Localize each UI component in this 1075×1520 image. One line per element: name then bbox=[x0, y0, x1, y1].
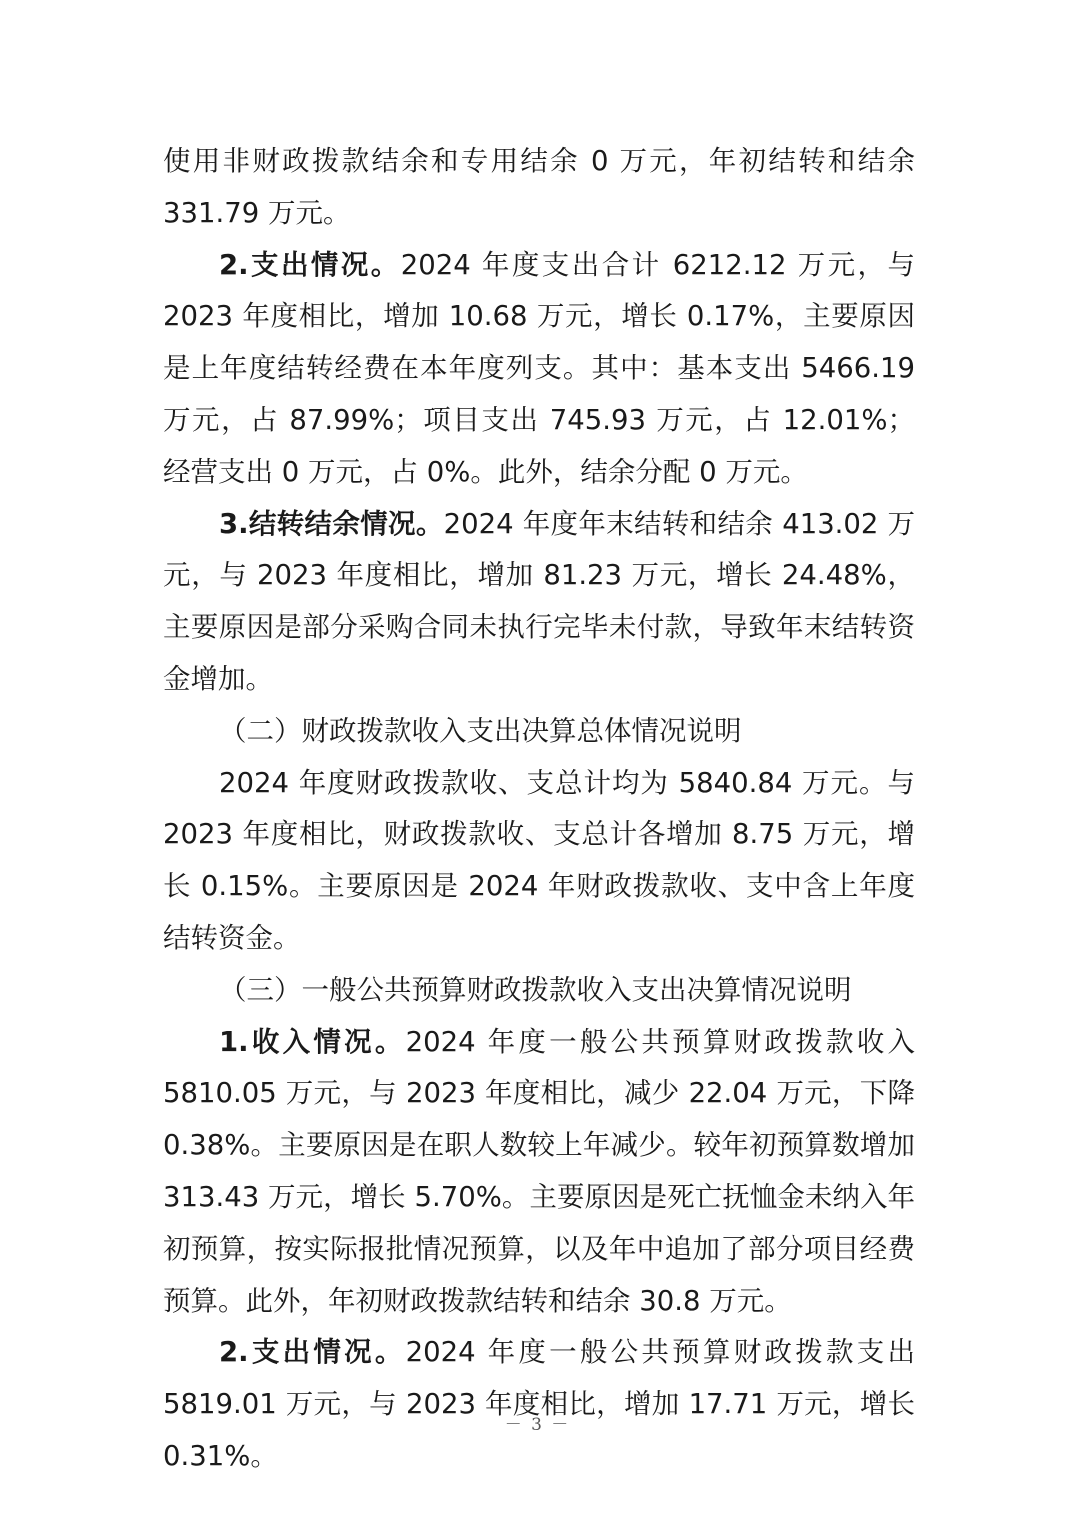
paragraph-lead: 3.结转结余情况。 bbox=[219, 507, 444, 540]
section-heading-3 bbox=[163, 965, 915, 1017]
paragraph-lead: 2.支出情况。 bbox=[219, 248, 401, 281]
heading-text: （三）一般公共预算财政拨款收入支出决算情况说明 bbox=[219, 973, 852, 1006]
paragraph-lead: 2.支出情况。 bbox=[219, 1336, 406, 1369]
heading-text: （二）财政拨款收入支出决算总体情况说明 bbox=[219, 714, 742, 747]
paragraph-text: 2024 年度一般公共预算财政拨款支出 5819.01 万元，与 2023 年度相比，增加 17.71 万元，增长 0.31%。 bbox=[163, 1336, 915, 1472]
paragraph-text: 使用非财政拨款结余和专用结余 0 万元，年初结转和结余 331.79 万元。 bbox=[163, 145, 915, 229]
page-number: － 3 － bbox=[504, 1415, 571, 1435]
paragraph-text: 2024 年度财政拨款收、支总计均为 5840.84 万元。与 2023 年度相比，财政拨款收、支总计各增加 8.75 万元，增长 0.15%。主要原因是 2024 年财政拨款收、支中含上年度结转资金。 bbox=[163, 766, 915, 954]
paragraph-lead: 1.收入情况。 bbox=[219, 1025, 406, 1058]
paragraph-general-expenditure bbox=[163, 1327, 915, 1482]
paragraph-text: 2024 年度一般公共预算财政拨款收入 5810.05 万元，与 2023 年度相比，减少 22.04 万元，下降 0.38%。主要原因是在职人数较上年减少。较年初预算数增加 313.43 万元，增长 5.70%。主要原因是死亡抚恤金未纳入年初预算，按实际报批情况预算，以及年中追加了部分项目经费预算。此外，年初财政拨款结转和结余 30.8 万元。 bbox=[163, 1025, 915, 1317]
section-heading-2 bbox=[163, 706, 915, 758]
paragraph-text: 2024 年度支出合计 6212.12 万元，与 2023 年度相比，增加 10.68 万元，增长 0.17%，主要原因是上年度结转经费在本年度列支。其中：基本支出 5466.19 万元，占 87.99%；项目支出 745.93 万元，占 12.01%；经营支出 0 万元，占 0%。此外，结余分配 0 万元。 bbox=[163, 248, 915, 488]
document-page bbox=[163, 136, 915, 1483]
paragraph-text: 2024 年度年末结转和结余 413.02 万元，与 2023 年度相比，增加 81.23 万元，增长 24.48%，主要原因是部分采购合同未执行完毕未付款，导致年末结转资金增加。 bbox=[163, 507, 915, 695]
paragraph-expenditure bbox=[163, 240, 915, 499]
paragraph-carryover-balance bbox=[163, 499, 915, 706]
paragraph-income bbox=[163, 1017, 915, 1328]
paragraph-fiscal-overview bbox=[163, 758, 915, 965]
paragraph-carryover bbox=[163, 136, 915, 240]
